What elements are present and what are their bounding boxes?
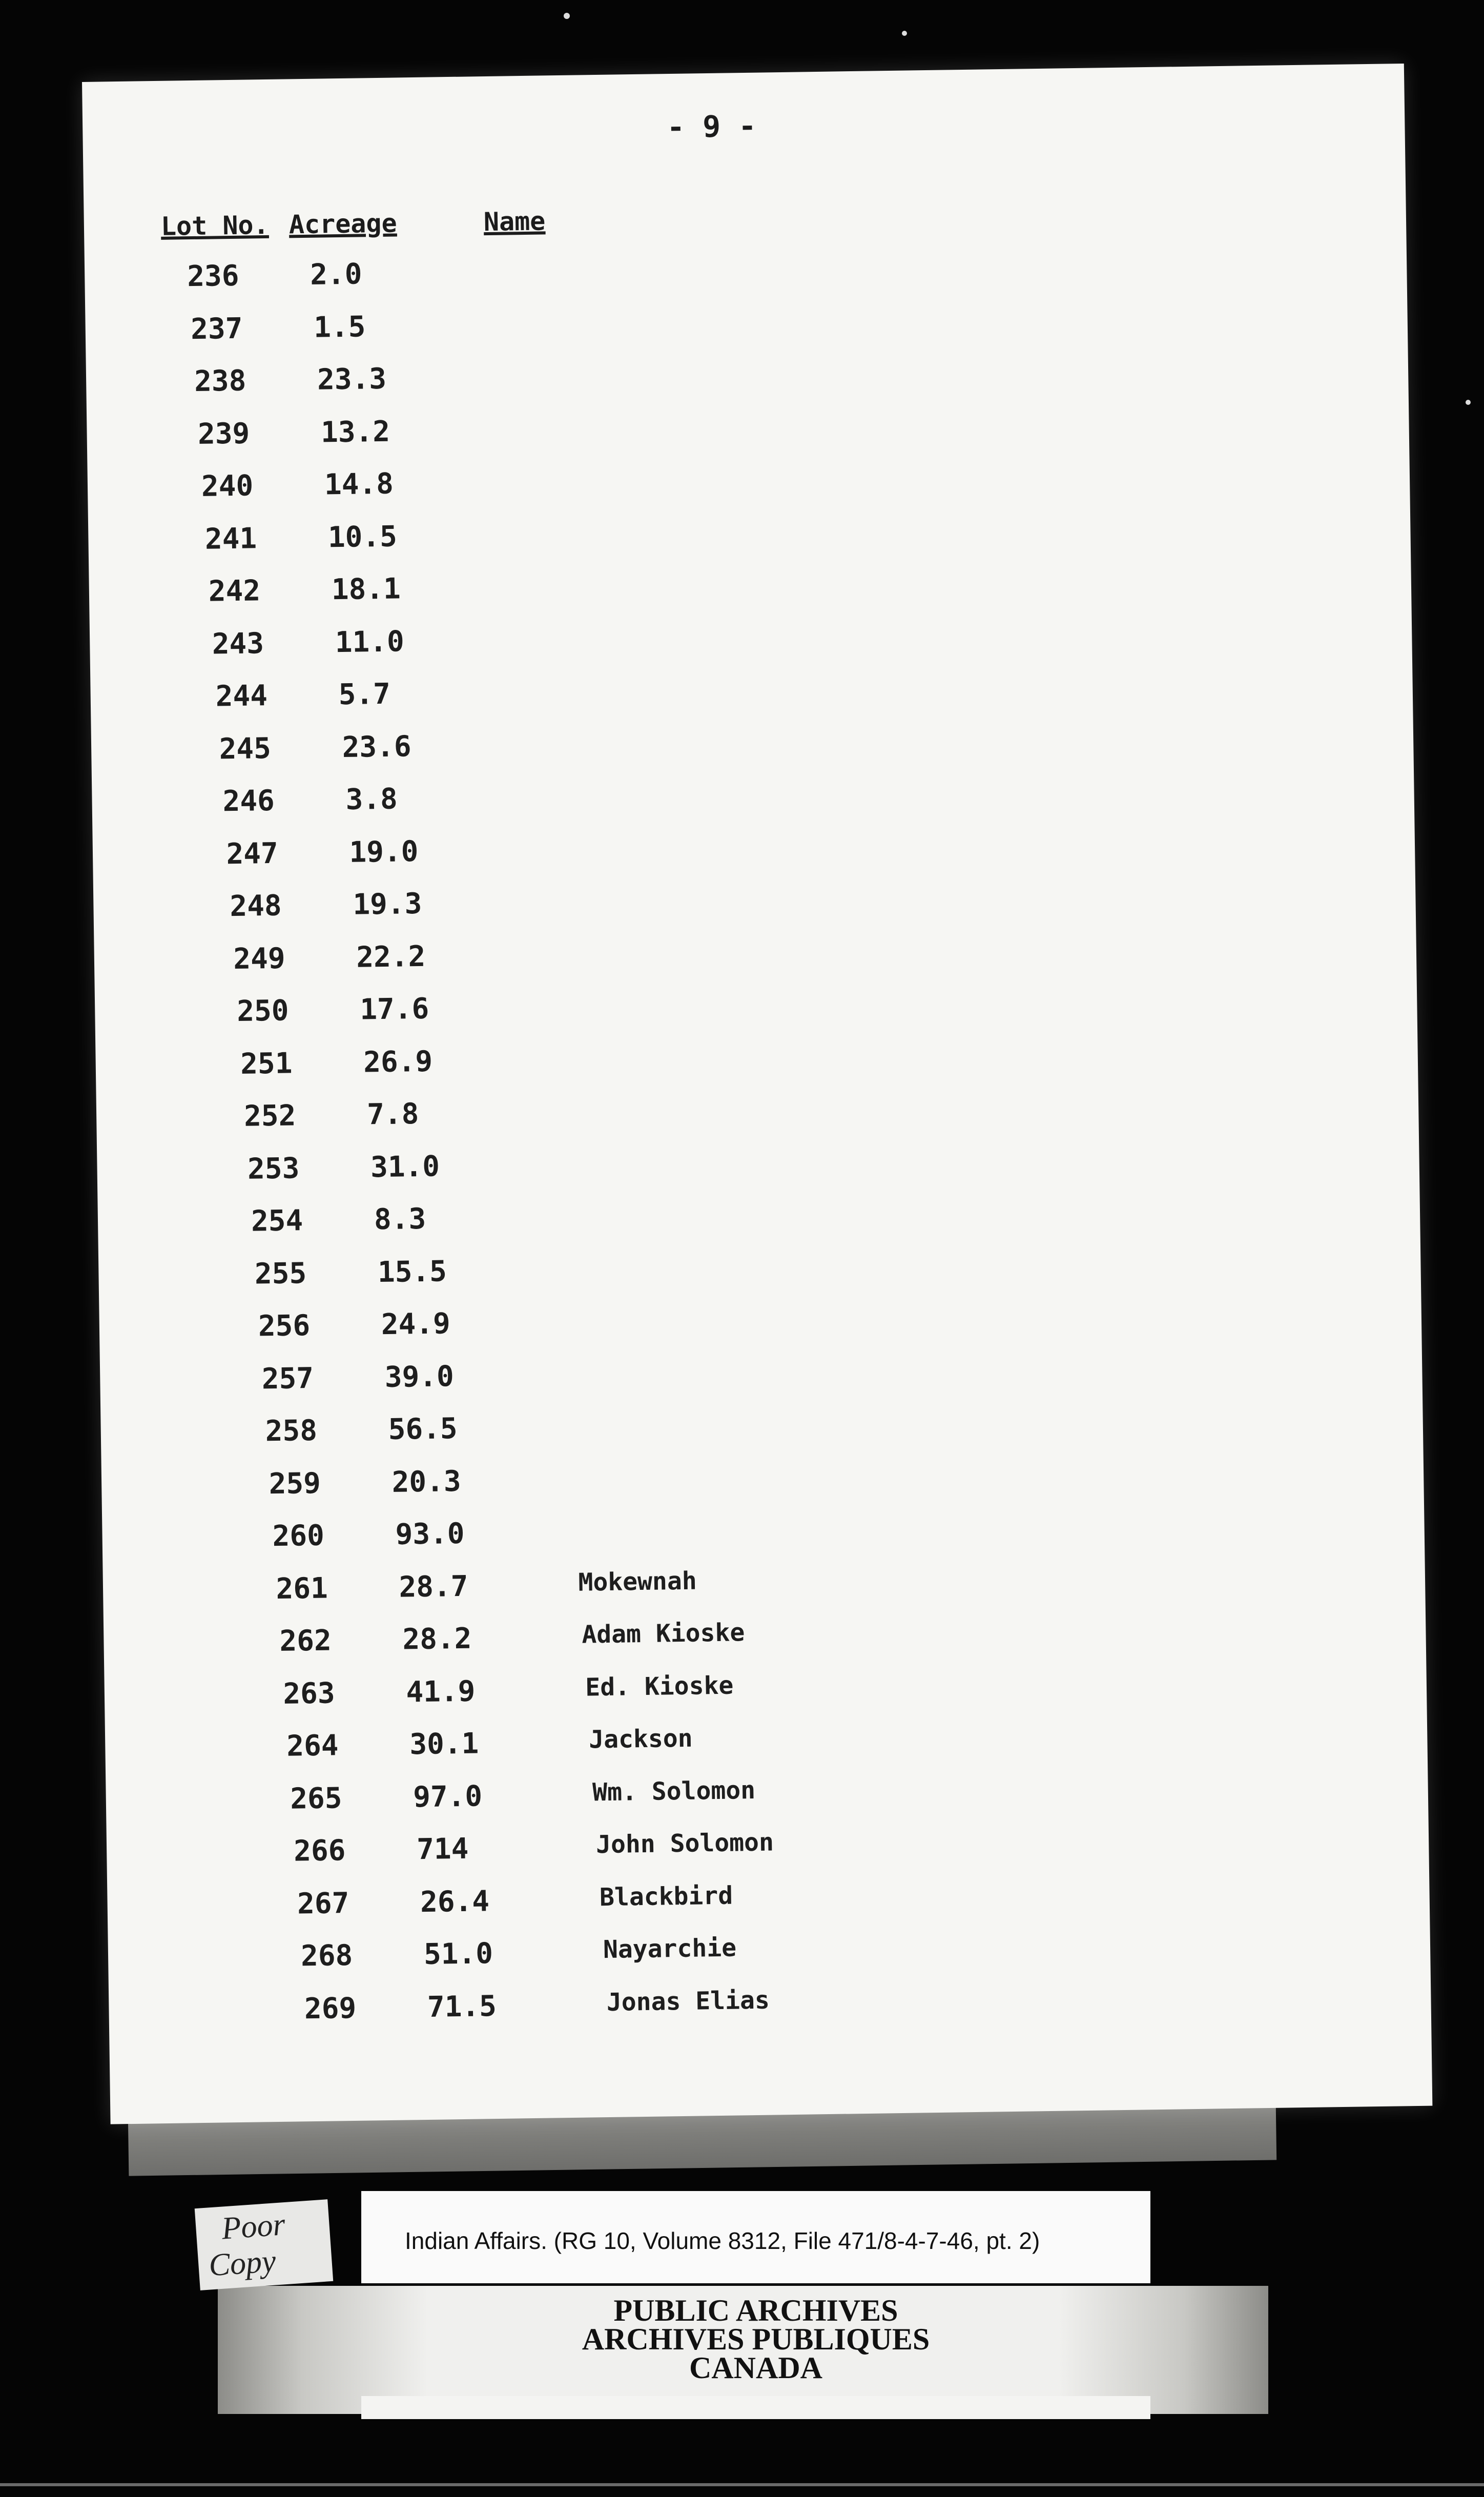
- owner-name: Blackbird: [599, 1881, 733, 1912]
- caption-text: Indian Affairs. (RG 10, Volume 8312, File 471/8-4-7-46, pt. 2): [405, 2227, 1040, 2254]
- table-row: [127, 887, 422, 943]
- archives-line-3: CANADA: [689, 2351, 822, 2385]
- lot-number: 266: [293, 1834, 346, 1868]
- acreage-value: 71.5: [427, 1989, 497, 2024]
- table-row: [191, 1828, 774, 1887]
- acreage-value: 13.2: [320, 415, 390, 449]
- lot-number: 269: [304, 1991, 357, 2025]
- acreage-value: 26.9: [363, 1045, 433, 1079]
- bottom-bar: [361, 2396, 1150, 2419]
- header-lot-no: Lot No.: [160, 210, 270, 241]
- acreage-value: 19.3: [353, 887, 422, 922]
- owner-name: Jackson: [588, 1724, 693, 1754]
- lot-number: 245: [219, 731, 272, 766]
- table-row: [116, 729, 411, 785]
- poor-copy-stamp: [195, 2199, 334, 2290]
- acreage-value: 15.5: [377, 1254, 447, 1289]
- dust-speck: [1466, 400, 1471, 405]
- acreage-value: 7.8: [366, 1097, 419, 1132]
- lot-number: 239: [197, 417, 250, 451]
- owner-name: John Solomon: [595, 1828, 774, 1859]
- acreage-value: 10.5: [327, 520, 398, 554]
- lot-number: 238: [194, 364, 246, 398]
- lot-number: 249: [233, 942, 286, 976]
- lot-number: 246: [222, 784, 275, 818]
- acreage-value: 1.5: [313, 310, 366, 344]
- lot-number: 260: [272, 1519, 325, 1553]
- lot-number: 256: [258, 1309, 311, 1343]
- dust-speck: [902, 31, 907, 36]
- table-row: [173, 1566, 697, 1625]
- acreage-value: 22.2: [356, 939, 426, 974]
- lot-number: 247: [226, 836, 279, 871]
- stamp-line-1: Poor: [220, 2207, 286, 2246]
- acreage-value: 28.7: [399, 1569, 468, 1604]
- acreage-value: 93.0: [395, 1517, 465, 1551]
- lot-number: 267: [297, 1886, 349, 1920]
- table-row: [134, 992, 429, 1048]
- lot-number: 236: [187, 259, 239, 294]
- lot-number: 243: [212, 626, 264, 661]
- acreage-value: 24.9: [381, 1307, 451, 1342]
- acreage-value: 714: [416, 1832, 469, 1867]
- lot-number: 251: [240, 1046, 293, 1081]
- dust-speck: [564, 13, 570, 19]
- acreage-value: 18.1: [331, 572, 401, 607]
- lot-number: 241: [204, 521, 257, 556]
- lot-number: 262: [279, 1624, 332, 1658]
- table-row: [180, 1671, 734, 1730]
- lot-number: 268: [300, 1938, 353, 1973]
- lot-number: 242: [208, 574, 261, 608]
- lot-number: 261: [276, 1571, 328, 1606]
- archives-line-1: PUBLIC ARCHIVES: [613, 2294, 898, 2327]
- acreage-value: 5.7: [338, 677, 391, 712]
- table-row: [88, 310, 366, 365]
- acreage-value: 2.0: [310, 257, 362, 292]
- acreage-value: 30.1: [409, 1727, 479, 1762]
- document-page: [82, 64, 1432, 2124]
- acreage-value: 51.0: [423, 1937, 493, 1972]
- acreage-value: 31.0: [370, 1149, 440, 1184]
- header-name: Name: [483, 206, 546, 237]
- table-row: [102, 520, 398, 575]
- lot-number: 250: [236, 994, 289, 1028]
- acreage-value: 11.0: [335, 624, 405, 659]
- page-number: - 9 -: [666, 108, 757, 145]
- acreage-value: 14.8: [324, 467, 394, 502]
- lot-number: 253: [247, 1151, 300, 1186]
- lot-number: 248: [230, 889, 282, 924]
- lot-number: 259: [269, 1466, 321, 1501]
- lot-number: 257: [261, 1361, 314, 1396]
- acreage-value: 17.6: [359, 992, 429, 1027]
- owner-name: Mokewnah: [578, 1566, 697, 1597]
- owner-name: Nayarchie: [603, 1933, 737, 1964]
- owner-name: Wm. Solomon: [592, 1775, 756, 1807]
- owner-name: Jonas Elias: [606, 1986, 770, 2017]
- table-row: [145, 1149, 440, 1205]
- lot-number: 258: [265, 1414, 318, 1448]
- table-row: [152, 1254, 447, 1310]
- lot-number: 237: [190, 312, 243, 346]
- acreage-value: 3.8: [345, 782, 398, 816]
- acreage-value: 23.6: [342, 729, 411, 764]
- lot-number: 264: [286, 1729, 339, 1763]
- lot-number: 240: [201, 469, 254, 503]
- acreage-value: 56.5: [388, 1412, 458, 1446]
- table-row: [198, 1933, 737, 1992]
- stamp-line-2: Copy: [208, 2243, 277, 2283]
- table-row: [141, 1097, 419, 1153]
- acreage-value: 41.9: [405, 1674, 476, 1709]
- acreage-value: 20.3: [391, 1464, 462, 1499]
- acreage-value: 39.0: [384, 1359, 455, 1394]
- table-row: [166, 1464, 462, 1520]
- lot-number: 254: [251, 1204, 303, 1238]
- lot-number: 255: [254, 1256, 307, 1291]
- frame-edge: [0, 2483, 1484, 2486]
- acreage-value: 97.0: [413, 1779, 483, 1814]
- lot-number: 244: [215, 679, 268, 713]
- table-row: [123, 834, 419, 890]
- header-acreage: Acreage: [288, 208, 398, 240]
- acreage-value: 19.0: [349, 834, 419, 869]
- archives-line-2: ARCHIVES PUBLIQUES: [582, 2322, 930, 2356]
- acreage-value: 23.3: [317, 362, 387, 397]
- table-row: [162, 1412, 458, 1467]
- lot-number: 252: [243, 1099, 296, 1133]
- lot-number: 263: [282, 1676, 336, 1711]
- table-row: [109, 624, 405, 680]
- table-row: [95, 415, 390, 470]
- table-row: [155, 1307, 451, 1362]
- lot-number: 265: [290, 1781, 342, 1816]
- owner-name: Ed. Kioske: [585, 1671, 734, 1702]
- acreage-value: 8.3: [374, 1202, 426, 1237]
- acreage-value: 28.2: [402, 1622, 472, 1656]
- owner-name: Adam Kioske: [582, 1618, 745, 1649]
- acreage-value: 26.4: [420, 1884, 490, 1919]
